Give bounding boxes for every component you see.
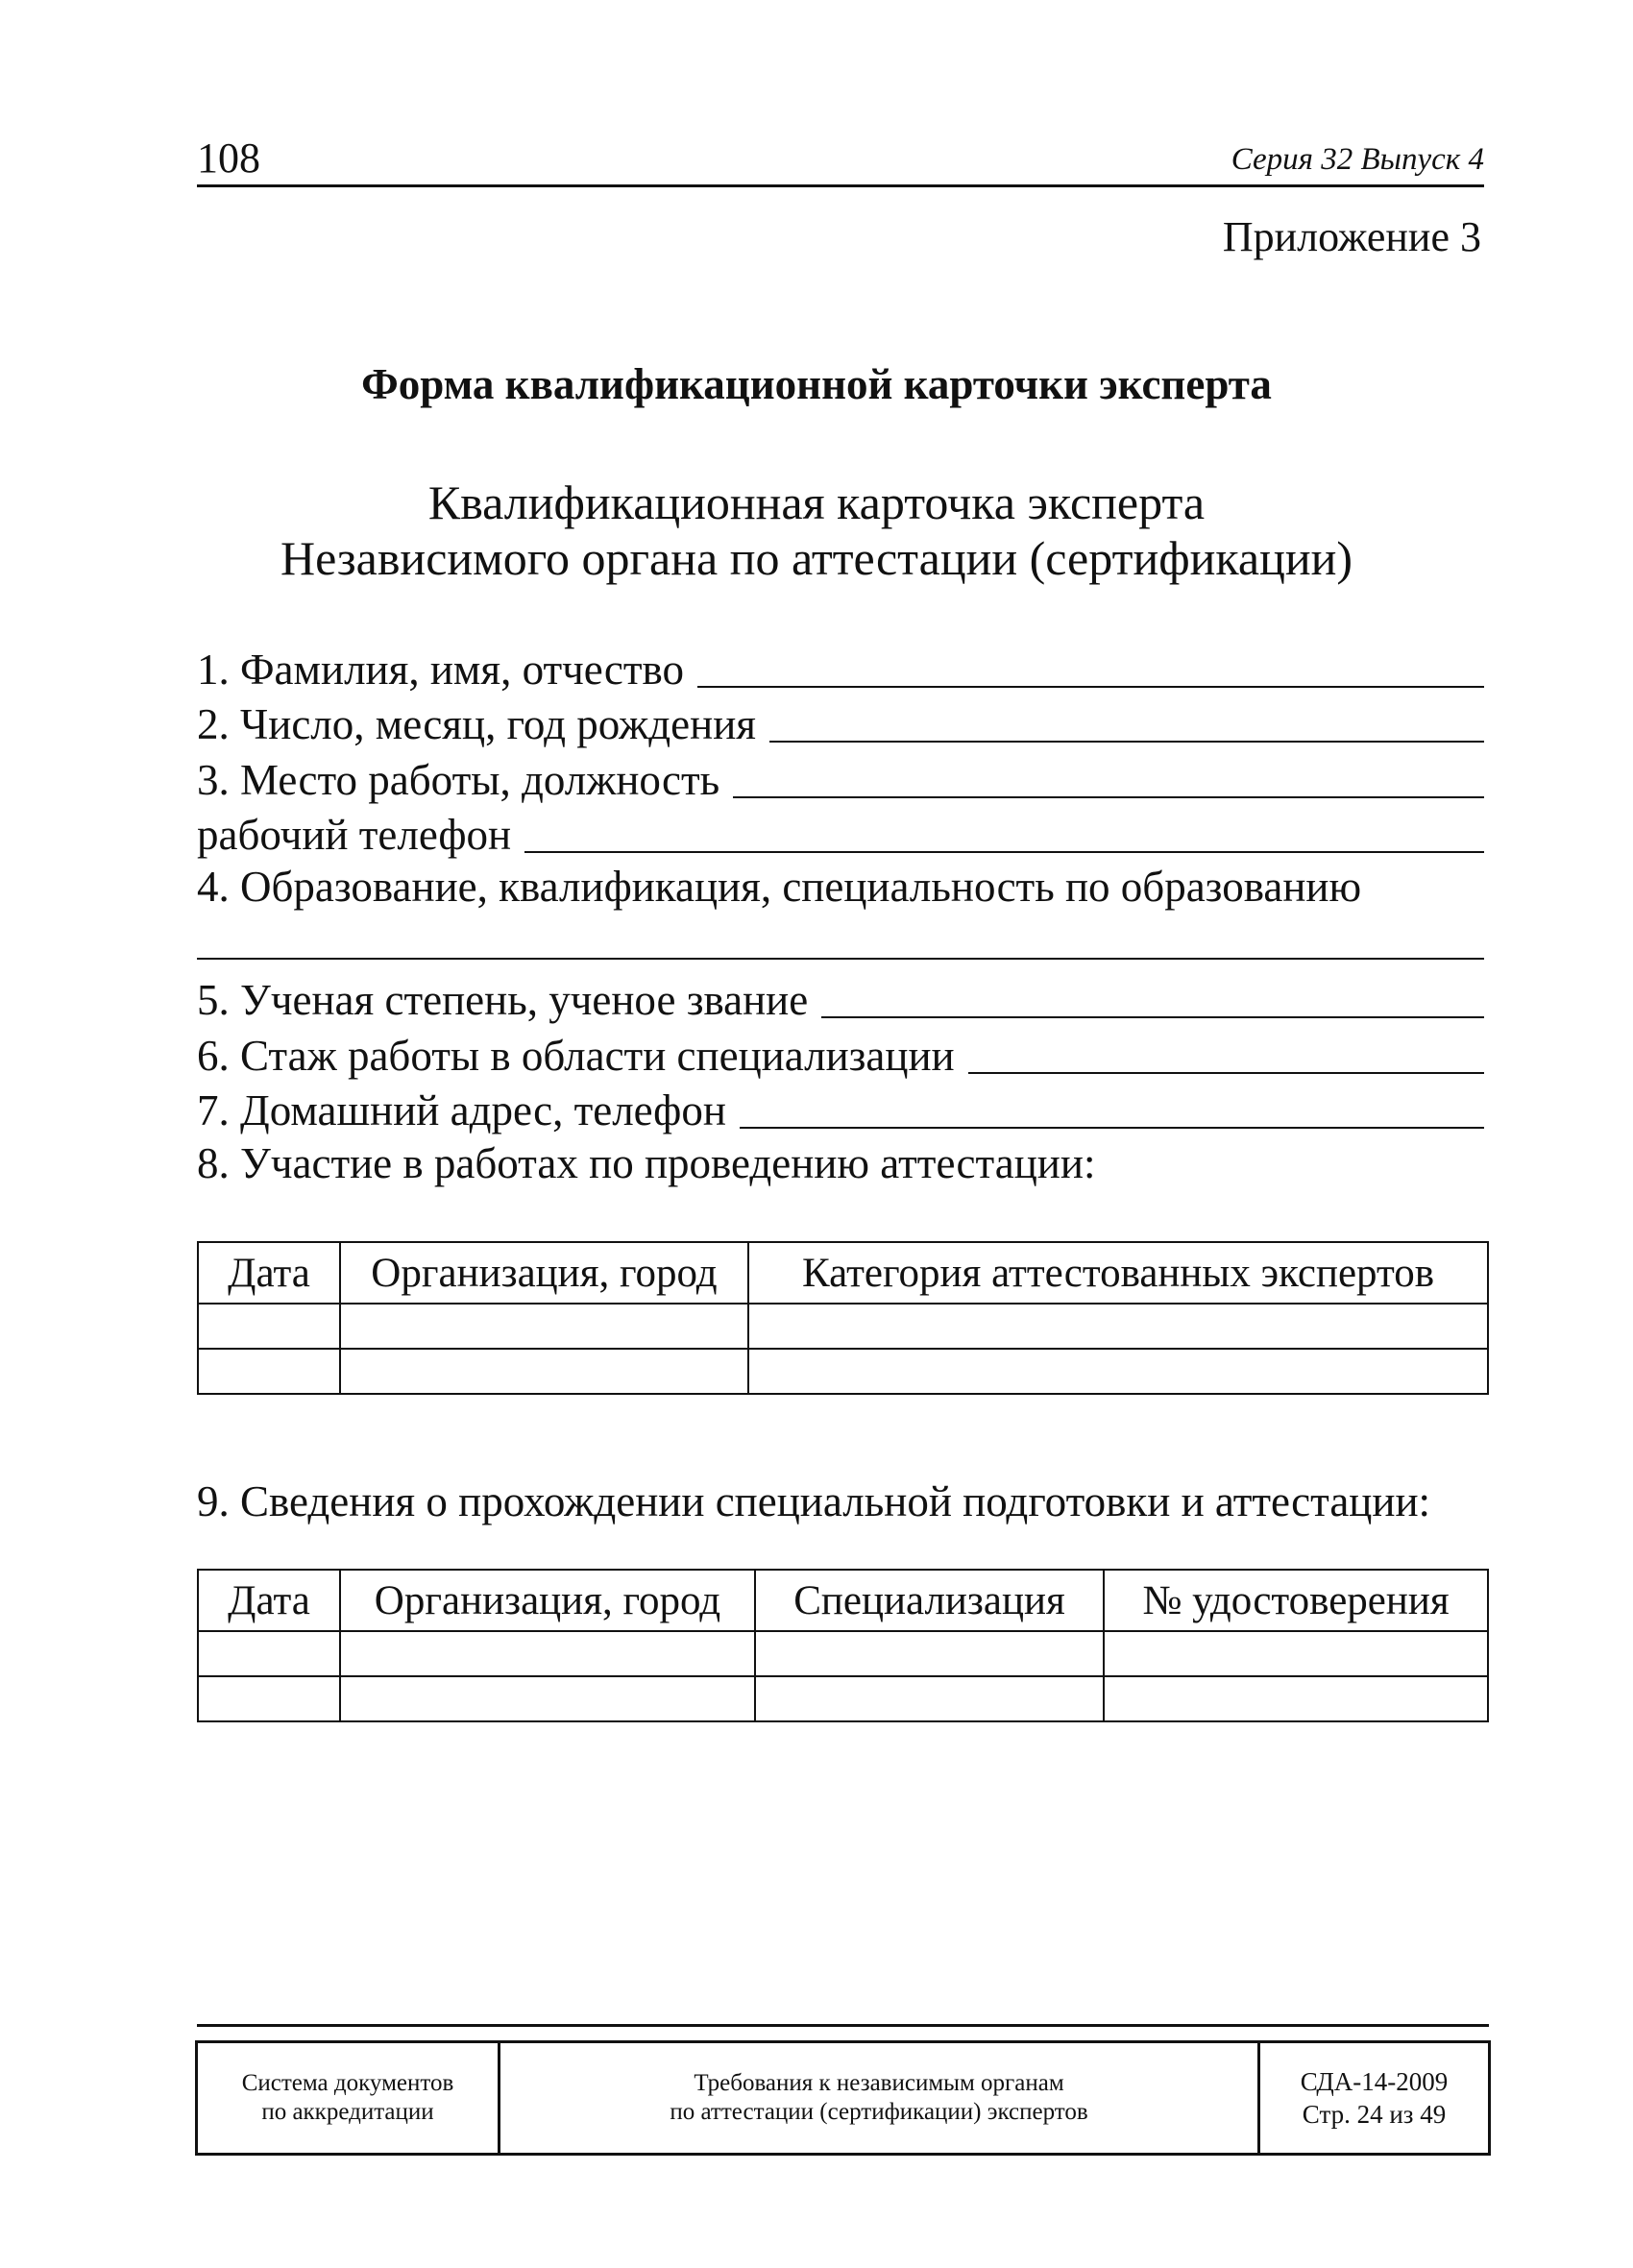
field-education — [197, 853, 1484, 909]
field-participation — [197, 1130, 1484, 1185]
table-cell[interactable] — [340, 1304, 748, 1349]
field-birth-date[interactable] — [197, 691, 1484, 746]
fill-line — [821, 1016, 1484, 1018]
table-cell[interactable] — [755, 1676, 1104, 1721]
table-cell[interactable] — [1104, 1631, 1488, 1676]
header-specialization: Специализация — [755, 1570, 1104, 1631]
series-label: Серия 32 Выпуск 4 — [1231, 142, 1484, 177]
header-date: Дата — [198, 1570, 340, 1631]
table-row — [198, 1349, 1488, 1394]
table-cell[interactable] — [748, 1304, 1488, 1349]
header-organization-city: Организация, город — [340, 1570, 755, 1631]
footer-text: по аттестации (сертификации) экспертов — [670, 2099, 1088, 2125]
training-table — [197, 1569, 1489, 1722]
appendix-label: Приложение 3 — [1222, 213, 1481, 260]
footer-text: СДА-14-2009 — [1300, 2067, 1449, 2096]
footer-code-page — [1260, 2043, 1488, 2153]
footer-text: Стр. 24 из 49 — [1302, 2100, 1447, 2129]
footer-document-title — [500, 2043, 1260, 2153]
field-label: рабочий телефон — [197, 811, 512, 859]
footer-system — [198, 2043, 500, 2153]
header-certificate-number: № удостоверения — [1104, 1570, 1488, 1631]
document-footer — [195, 2040, 1491, 2156]
footer-text: Требования к независимым органам — [694, 2070, 1064, 2096]
field-label: 8. Участие в работах по проведению аттестации: — [197, 1139, 1096, 1187]
table-row — [198, 1304, 1488, 1349]
field-label: 4. Образование, квалификация, специальность по образованию — [197, 863, 1362, 911]
field-label: 5. Ученая степень, ученое звание — [197, 976, 809, 1024]
fill-line — [697, 686, 1484, 688]
card-title-line1: Квалификационная карточка эксперта — [427, 476, 1206, 529]
table-cell[interactable] — [340, 1349, 748, 1394]
footer-text: по аккредитации — [261, 2099, 434, 2125]
field-label: 3. Место работы, должность — [197, 756, 720, 804]
section-label: 9. Сведения о прохождении специальной подготовки и аттестации: — [197, 1477, 1431, 1525]
fill-line — [968, 1072, 1484, 1074]
header-expert-category: Категория аттестованных экспертов — [748, 1242, 1488, 1304]
table-header-row — [198, 1570, 1488, 1631]
field-home-address[interactable] — [197, 1077, 1484, 1133]
section-training — [197, 1468, 1484, 1524]
table-cell[interactable] — [1104, 1676, 1488, 1721]
participation-table — [197, 1241, 1489, 1395]
table-cell[interactable] — [755, 1631, 1104, 1676]
footer-rule — [197, 2024, 1489, 2027]
header-date: Дата — [198, 1242, 340, 1304]
table-cell[interactable] — [198, 1676, 340, 1721]
field-experience[interactable] — [197, 1022, 1484, 1078]
field-work-phone[interactable] — [197, 801, 1484, 857]
table-row — [198, 1631, 1488, 1676]
fill-line — [733, 796, 1484, 798]
table-row — [198, 1676, 1488, 1721]
table-cell[interactable] — [198, 1304, 340, 1349]
education-fill-line[interactable] — [197, 958, 1484, 960]
field-full-name[interactable] — [197, 636, 1484, 692]
card-title-line2: Независимого органа по аттестации (сертификации) — [280, 531, 1353, 585]
table-cell[interactable] — [340, 1631, 755, 1676]
fill-line — [769, 741, 1484, 743]
table-cell[interactable] — [340, 1676, 755, 1721]
field-academic-degree[interactable] — [197, 966, 1484, 1022]
table-cell[interactable] — [198, 1349, 340, 1394]
field-label: 2. Число, месяц, год рождения — [197, 700, 756, 748]
page-number: 108 — [197, 134, 260, 182]
table-cell[interactable] — [748, 1349, 1488, 1394]
table-cell[interactable] — [198, 1631, 340, 1676]
field-label: 7. Домашний адрес, телефон — [197, 1086, 726, 1134]
card-title — [0, 475, 1633, 586]
table-header-row — [198, 1242, 1488, 1304]
field-label: 1. Фамилия, имя, отчество — [197, 646, 684, 694]
footer-text: Система документов — [241, 2070, 454, 2096]
field-label: 6. Стаж работы в области специализации — [197, 1032, 955, 1080]
field-workplace-position[interactable] — [197, 746, 1484, 802]
header-rule — [197, 184, 1484, 187]
fill-line — [740, 1127, 1484, 1129]
header-organization-city: Организация, город — [340, 1242, 748, 1304]
form-title: Форма квалификационной карточки эксперта — [361, 360, 1272, 408]
